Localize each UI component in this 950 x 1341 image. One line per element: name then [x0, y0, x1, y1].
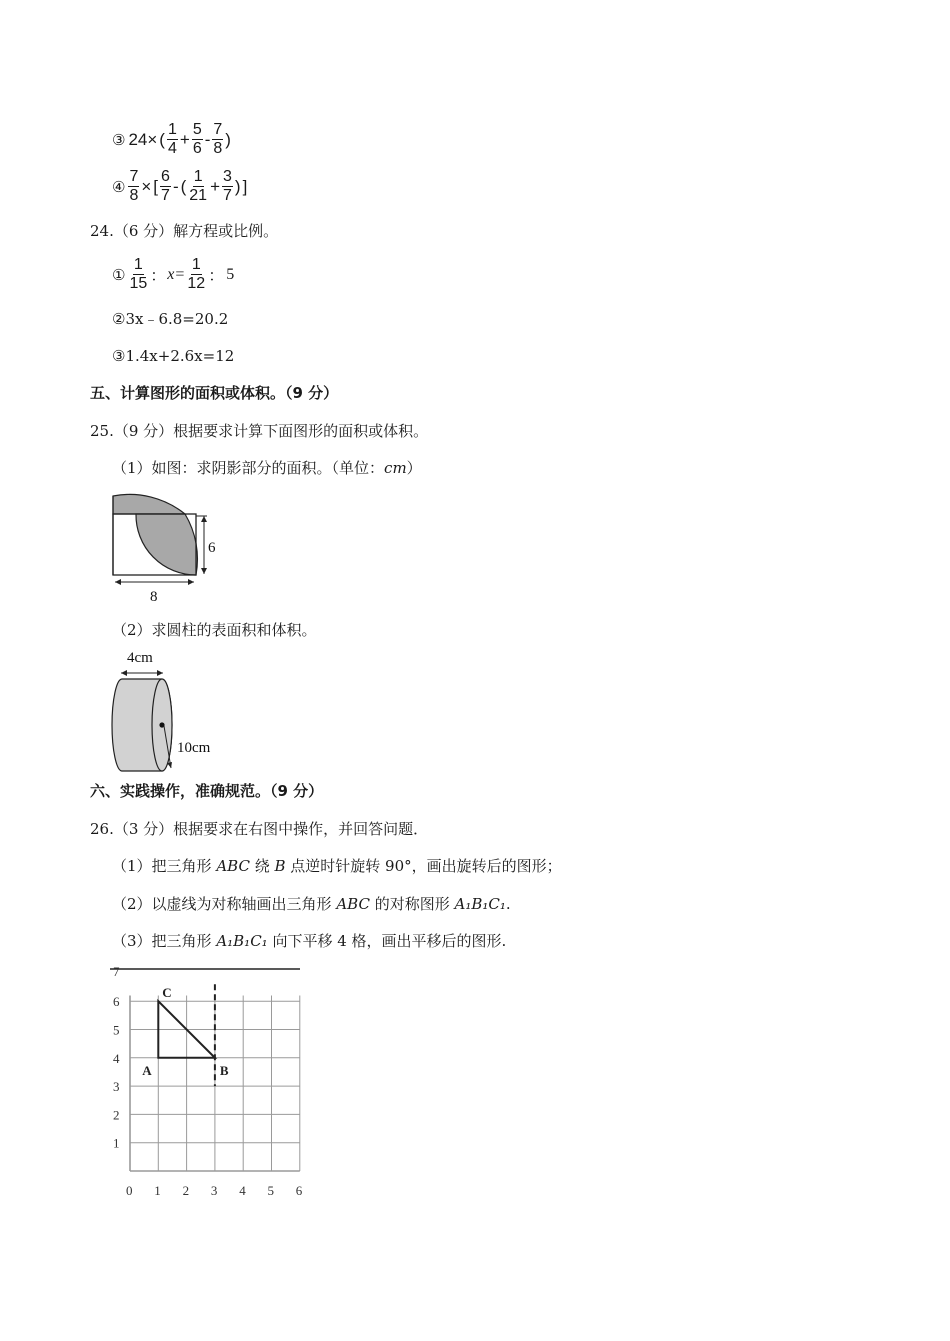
q24-equation-3: ③1.4x+2.6x=12 [112, 347, 235, 365]
fraction: $\frac{1}{21}$ [189, 168, 208, 204]
y-tick-label: 4 [113, 1050, 120, 1066]
x-tick-label: 5 [267, 1183, 274, 1198]
text: 绕 [249, 857, 275, 875]
x-tick-label: 4 [239, 1183, 246, 1198]
point-label-b: B [219, 1062, 229, 1078]
paren-open: ( [180, 176, 187, 196]
text: 点逆时针旋转 90°，画出旋转后的图形； [285, 857, 562, 875]
cylinder-diameter-label: 10cm [177, 740, 211, 756]
y-tick-label: 5 [113, 1022, 120, 1038]
section-5-title: 五、计算图形的面积或体积。（9 分） [90, 384, 339, 402]
point-label-c: C [162, 985, 172, 1001]
y-tick-label: 2 [113, 1107, 120, 1123]
text: （1）把三角形 [112, 857, 217, 875]
paren-open: ( [159, 129, 165, 149]
x-tick-label: 2 [182, 1183, 190, 1198]
triangle-name: A₁B₁C₁ [216, 932, 268, 950]
triangle-name: ABC [336, 895, 370, 913]
cylinder-height-label: 4cm [127, 650, 153, 666]
shaded-area-figure [105, 490, 235, 605]
paren-close: ) [225, 129, 231, 149]
fraction: $\frac{5}{6}$ [192, 121, 202, 157]
x-tick-label: 6 [295, 1183, 303, 1198]
triangle-name: ABC [216, 857, 250, 875]
fraction: $\frac{1}{12}$ [187, 256, 206, 292]
text: 向下平移 4 格，画出平移后的图形. [267, 932, 507, 950]
text: （2）以虚线为对称轴画出三角形 [112, 895, 337, 913]
width-label: 8 [150, 589, 158, 605]
q24-equation-1 [112, 256, 235, 293]
tick-labels [113, 965, 303, 1198]
fraction: $\frac{1}{15}$ [129, 256, 148, 292]
x-tick-label: 0 [126, 1183, 133, 1198]
y-tick-label: 7 [113, 965, 120, 979]
point-label-a: A [142, 1062, 152, 1078]
item-marker: ③ [112, 130, 126, 149]
text: 的对称图形 [369, 895, 455, 913]
fraction: $\frac{1}{4}$ [167, 121, 177, 157]
q26-part-2 [112, 894, 511, 914]
question-25-title: 25.（9 分）根据要求计算下面图形的面积或体积。 [90, 422, 429, 440]
bracket-open: [ [153, 176, 159, 196]
math-term: 24× [128, 129, 158, 149]
text: （3）把三角形 [112, 932, 217, 950]
item-marker: ① [112, 265, 126, 284]
operator: × [141, 176, 152, 196]
equals: = [175, 265, 185, 283]
q25-part-2: （2）求圆柱的表面积和体积。 [112, 621, 317, 639]
q26-part-3 [112, 931, 506, 951]
y-tick-label: 6 [113, 994, 120, 1010]
calc-item-3 [112, 121, 232, 158]
triangle-name: A₁B₁C₁ [454, 895, 506, 913]
question-24-title: 24.（6 分）解方程或比例。 [90, 222, 279, 240]
operator: + [179, 129, 190, 149]
operator: - [172, 176, 179, 196]
shaded-lens [136, 514, 197, 575]
colon: ： [208, 268, 225, 285]
bracket-close: ] [242, 176, 248, 196]
shaded-quarter-cap [113, 494, 185, 514]
fraction: $\frac{6}{7}$ [161, 168, 170, 204]
fraction: $\frac{3}{7}$ [223, 168, 232, 204]
math-term: 5 [226, 265, 235, 283]
fraction: $\frac{7}{8}$ [129, 168, 139, 204]
q25-part-1-close: ） [406, 459, 422, 477]
operator: - [204, 129, 211, 149]
unit-cm: cm [384, 459, 407, 477]
q25-part-1-text: （1）如图：求阴影部分的面积。（单位： [112, 459, 385, 477]
q26-part-1 [112, 856, 562, 876]
fraction: $\frac{7}{8}$ [213, 121, 223, 157]
y-tick-label: 3 [113, 1079, 120, 1095]
x-tick-label: 3 [210, 1183, 218, 1198]
section-6-title: 六、实践操作，准确规范。（9 分） [90, 782, 324, 800]
item-marker: ④ [112, 177, 126, 196]
operator: + [210, 176, 221, 196]
colon: ： [150, 268, 167, 285]
q25-part-1 [112, 458, 422, 478]
paren-close: ) [234, 176, 241, 196]
point-name: B [274, 857, 286, 875]
y-tick-label: 1 [113, 1135, 120, 1151]
cylinder-figure [105, 648, 235, 773]
height-label: 6 [208, 540, 216, 556]
question-26-title: 26.（3 分）根据要求在右图中操作，并回答问题． [90, 820, 429, 838]
q24-equation-2: ②3x﹣6.8=20.2 [112, 310, 229, 328]
coordinate-grid [105, 965, 305, 1205]
calc-item-4 [112, 168, 248, 205]
variable-x: x [167, 265, 175, 283]
x-tick-label: 1 [154, 1183, 161, 1198]
text: . [505, 895, 511, 913]
grid-lines [130, 996, 300, 1171]
